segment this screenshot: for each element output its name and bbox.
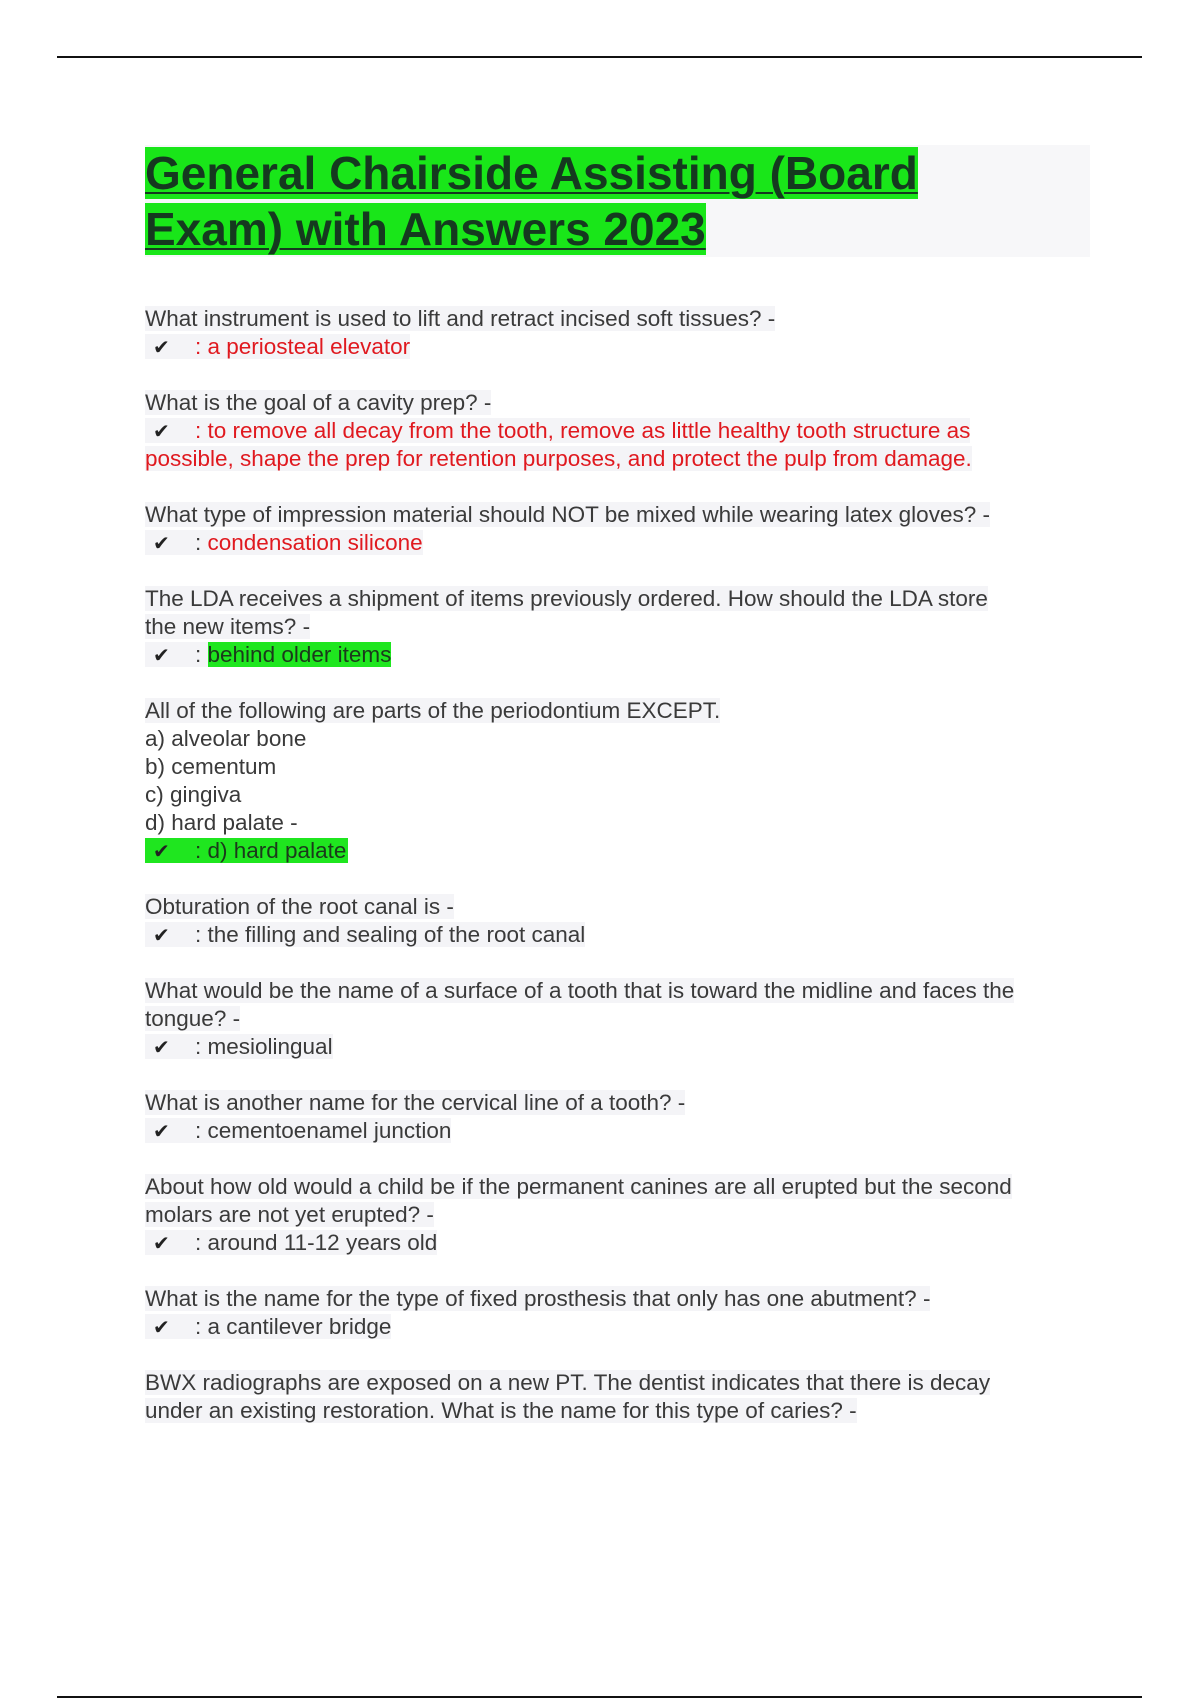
title-block [145, 145, 1090, 257]
answer-text: : the filling and sealing of the root canal [195, 922, 586, 947]
title-line-2: Exam) with Answers 2023 [145, 203, 706, 255]
qa-item-9 [145, 1173, 1090, 1257]
answer-text: : a cantilever bridge [195, 1314, 392, 1339]
question-text: What would be the name of a surface of a tooth that is toward the midline and faces the tongue? - [145, 978, 1015, 1031]
qa-item-8 [145, 1089, 1090, 1145]
checkmark-icon: ✔ [153, 531, 170, 555]
qa-item-2 [145, 389, 1090, 473]
question-text: What is another name for the cervical line of a tooth? - [145, 1090, 686, 1115]
option-c: c) gingiva [145, 782, 242, 807]
answer-text: : a periosteal elevator [195, 334, 411, 359]
answer-text: : mesiolingual [195, 1034, 333, 1059]
answer-line [145, 1117, 1090, 1145]
header-rule [57, 56, 1142, 58]
document-title [145, 145, 1090, 257]
question-text: What instrument is used to lift and retract incised soft tissues? - [145, 306, 776, 331]
answer-text-highlighted: behind older items [207, 642, 392, 667]
qa-item-6 [145, 893, 1090, 949]
answer-line [145, 417, 1090, 473]
option-b: b) cementum [145, 754, 277, 779]
checkmark-icon: ✔ [153, 1119, 170, 1143]
answer-text: : cementoenamel junction [195, 1118, 452, 1143]
answer-line [145, 921, 1090, 949]
answer-text-line-2: possible, shape the prep for retention purposes, and protect the pulp from damage. [145, 446, 972, 471]
question-text: The LDA receives a shipment of items previously ordered. How should the LDA store the new items? - [145, 586, 988, 639]
checkmark-icon: ✔ [153, 1231, 170, 1255]
question-text: What type of impression material should NOT be mixed while wearing latex gloves? - [145, 502, 990, 527]
qa-item-1 [145, 305, 1090, 361]
qa-item-7 [145, 977, 1090, 1061]
question-text: About how old would a child be if the permanent canines are all erupted but the second molars are not yet erupted? - [145, 1174, 1012, 1227]
answer-text-highlighted: : d) hard palate [195, 838, 347, 863]
answer-line [145, 333, 1090, 361]
question-text: BWX radiographs are exposed on a new PT. The dentist indicates that there is decay under an existing restoration. What is the name for this type of caries? - [145, 1370, 991, 1423]
qa-item-3 [145, 501, 1090, 557]
answer-text: : around 11-12 years old [195, 1230, 438, 1255]
option-d: d) hard palate - [145, 810, 298, 835]
document-body [145, 145, 1090, 1453]
answer-text-line-1: : to remove all decay from the tooth, remove as little healthy tooth structure as [195, 418, 971, 443]
qa-item-4 [145, 585, 1090, 669]
checkmark-icon: ✔ [153, 419, 170, 443]
answer-text: condensation silicone [207, 530, 423, 555]
checkmark-icon: ✔ [153, 335, 170, 359]
answer-line [145, 641, 1090, 669]
checkmark-icon: ✔ [153, 839, 170, 863]
footer-rule [57, 1696, 1142, 1698]
qa-item-5 [145, 697, 1090, 865]
answer-prefix: : [195, 530, 208, 555]
answer-line [145, 1229, 1090, 1257]
question-text: What is the goal of a cavity prep? - [145, 390, 492, 415]
title-line-1: General Chairside Assisting (Board [145, 147, 918, 199]
question-text: All of the following are parts of the periodontium EXCEPT. [145, 698, 721, 723]
qa-item-10 [145, 1285, 1090, 1341]
question-text: Obturation of the root canal is - [145, 894, 454, 919]
qa-item-11 [145, 1369, 1090, 1425]
checkmark-icon: ✔ [153, 643, 170, 667]
answer-line [145, 529, 1090, 557]
answer-line [145, 837, 1090, 865]
question-text: What is the name for the type of fixed prosthesis that only has one abutment? - [145, 1286, 931, 1311]
answer-prefix: : [195, 642, 208, 667]
option-a: a) alveolar bone [145, 726, 307, 751]
checkmark-icon: ✔ [153, 923, 170, 947]
answer-options [145, 725, 1090, 837]
checkmark-icon: ✔ [153, 1315, 170, 1339]
answer-line [145, 1033, 1090, 1061]
checkmark-icon: ✔ [153, 1035, 170, 1059]
answer-line [145, 1313, 1090, 1341]
